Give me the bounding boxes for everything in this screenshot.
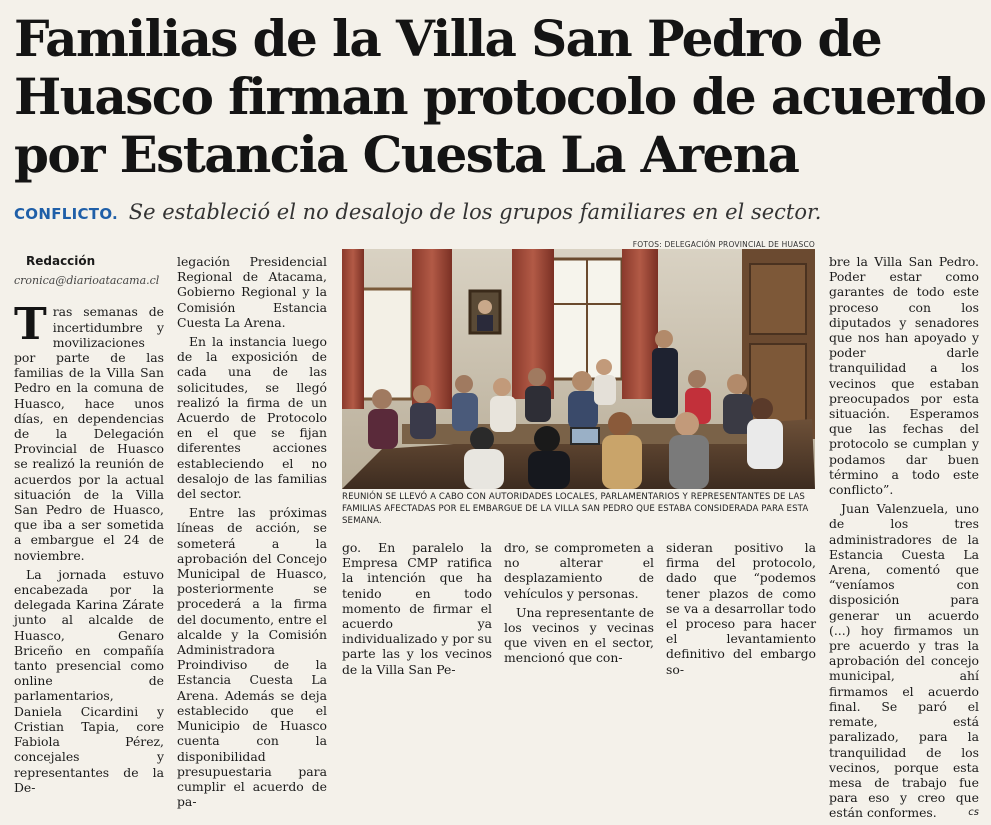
paragraph: legación Presidencial Regional de Atacama, Gobierno Regional y la Comisión Estancia Cuesta La Arena. (177, 254, 327, 330)
subtitle: Se estableció el no desalojo de los grupos familiares en el sector. (128, 200, 822, 224)
headline-line-2: Huasco firman protocolo de acuerdo (14, 67, 986, 126)
paragraph: bre la Villa San Pedro. Poder estar como garantes de todo este proceso con los diputados y senadores que nos han apoyado y poder darle tranquilidad a los vecinos que estaban preocupados por esta situación. Esperamos que las fechas del protocolo se cumplan y podamos dar buen término a todo este conflicto”. (829, 254, 979, 498)
paragraph: Una representante de los vecinos y vecinas que viven en el sector, mencionó que con- (504, 604, 654, 666)
article-column-3 (342, 540, 492, 681)
paragraph: Tras semanas de incertidumbre y movilizaciones por parte de las familias de la Villa San Pedro en la comuna de Huasco, hace unos días, en dependencias de la Delegación Provincial de Huasco se realizó la reunión de acuerdos por la actual situación de la Villa San Pedro de Huasco, que iba a ser sometida a embargue el 24 de noviembre. (14, 299, 164, 563)
photo-credit: FOTOS: DELEGACIÓN PROVINCIAL DE HUASCO (632, 240, 815, 249)
headline-line-1: Familias de la Villa San Pedro de (14, 9, 882, 68)
article-column-2 (177, 254, 327, 813)
headline (14, 9, 986, 184)
paragraph: Entre las próximas líneas de acción, se someterá a la aprobación del Concejo Municipal de Huasco, posteriormente se procederá a la firma del documento, entre el alcalde y la Comisión Administradora Proindiviso de la Estancia Cuesta La Arena. Además se deja establecido que el Municipio de Huasco cuenta con la disponibilidad presupuestaria para cumplir el acuerdo de pa- (177, 505, 327, 810)
paragraph: dro, se comprometen a no alterar el desplazamiento de vehículos y personas. (504, 540, 654, 601)
section-kicker: CONFLICTO. (14, 205, 119, 223)
paragraph: La jornada estuvo encabezada por la delegada Karina Zárate junto al alcalde de Huasco, Genaro Briceño en compañía tanto presencial como online de parlamentarios, Daniela Cicardini y Cristian Tapia, core Fabiola Pérez, concejales y representantes de la De- (14, 566, 164, 795)
meeting-photo (342, 249, 815, 489)
dropcap: T (14, 299, 47, 351)
end-mark: cs (968, 807, 979, 819)
article-column-6 (829, 254, 979, 825)
paragraph: go. En paralelo la Empresa CMP ratifica la intención que ha tenido en todo momento de firmar el acuerdo ya individualizado y por su parte las y los vecinos de la Villa San Pe- (342, 540, 492, 677)
byline-name: Redacción (26, 254, 96, 268)
article-column-4 (504, 540, 654, 670)
article-column-1 (14, 254, 164, 799)
headline-line-3: por Estancia Cuesta La Arena (14, 125, 799, 184)
paragraph: Juan Valenzuela, uno de los tres administradores de la Estancia Cuesta La Arena, comentó que “veníamos con disposición para generar un acuerdo (...) hoy firmamos un pre acuerdo y tras la aprobación del concejo municipal, ahí firmamos el acuerdo final. Se paró el remate, está paralizado, para la tranquilidad de los vecinos, porque esta mesa de trabajo fue para eso y creo que están conformes. cs (829, 501, 979, 821)
article-column-5 (666, 540, 816, 681)
byline-email[interactable]: cronica@diarioatacama.cl (14, 274, 160, 288)
paragraph: En la instancia luego de la exposición de cada una de las solicitudes, se llegó realizó la firma de un Acuerdo de Protocolo en el que se fijan diferentes acciones estableciendo el no desalojo de las familias del sector. (177, 334, 327, 502)
paragraph: sideran positivo la firma del protocolo, dado que “podemos tener plazos de como se va a desarrollar todo el proceso para hacer el levantamiento definitivo del embargo so- (666, 540, 816, 677)
deck (14, 200, 979, 224)
photo-caption: REUNIÓN SE LLEVÓ A CABO CON AUTORIDADES LOCALES, PARLAMENTARIOS Y REPRESENTANTES DE LAS FAMILIAS AFECTADAS POR EL EMBARGUE DE LA VILLA SAN PEDRO QUE ESTABA CONSIDERADA PARA ESTA SEMANA. (342, 492, 809, 526)
